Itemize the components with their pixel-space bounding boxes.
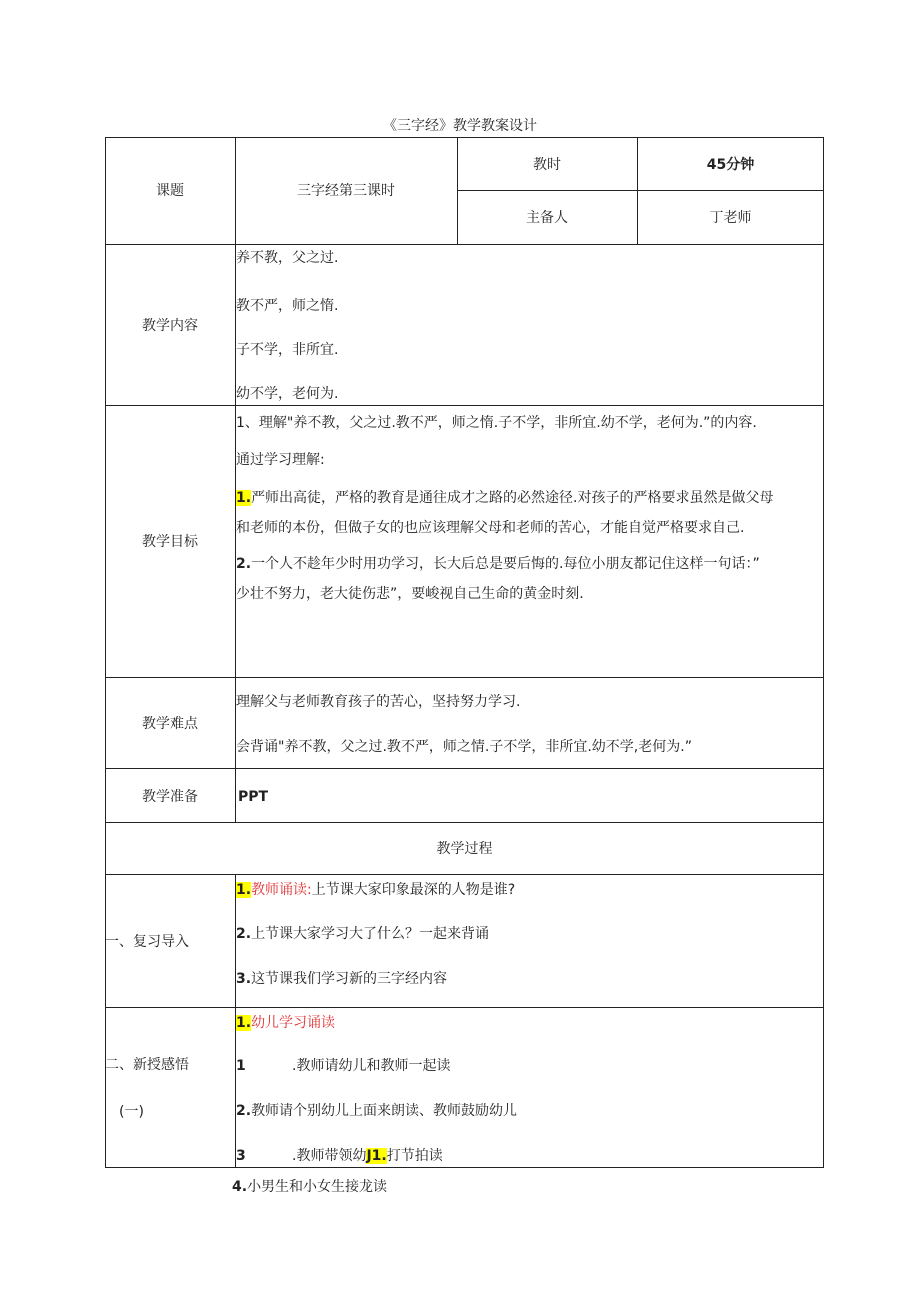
goals-item-text: 一个人不趁年少时用功学习，长大后总是要后悔的.每位小朋友都记住这样一句话：” [251, 556, 760, 572]
lesson-plan-table [105, 137, 824, 1168]
content-line: 子不学，非所宜. [236, 342, 339, 358]
goals-line: 1、理解"养不教，父之过.教不严，师之惰.子不学，非所宜.幼不学，老何为.”的内容. [236, 415, 757, 431]
step-text: .教师请幼儿和教师一起读 [292, 1058, 451, 1074]
item-number: 1 [236, 1058, 246, 1074]
new-section-label: 二、新授感悟 [105, 1057, 189, 1073]
difficulty-label: 教学难点 [142, 716, 198, 732]
host-label: 主备人 [526, 210, 568, 226]
subject-value: 三字经第三课时 [297, 183, 395, 199]
goals-line: 和老师的本份，但做子女的也应该理解父母和老师的苦心，才能自觉严格要求自己. [236, 520, 745, 536]
item-number: 4. [232, 1179, 248, 1195]
review-label: 一、复习导入 [105, 934, 189, 950]
prep-value: PPT [238, 789, 269, 805]
step-3 [236, 1147, 443, 1165]
step-1 [236, 1057, 450, 1075]
goals-label: 教学目标 [142, 534, 198, 550]
goals-item-text: 严师出高徒，严格的教育是通往成才之路的必然途径.对孩子的严格要求虽然是做父母 [251, 490, 774, 506]
document-title: 《三字经》教学教案设计 [383, 118, 537, 134]
red-heading: 幼儿学习诵读 [251, 1015, 336, 1031]
hours-value: 45分钟 [706, 157, 755, 173]
step-text: 打节拍读 [386, 1148, 443, 1164]
item-number: 2. [236, 556, 252, 572]
process-title: 教学过程 [436, 841, 493, 857]
highlight-number: 1. [236, 490, 252, 506]
content-line: 幼不学，老何为. [236, 386, 339, 402]
highlight-mark: J1. [366, 1148, 387, 1164]
highlight-number: 1. [236, 882, 252, 898]
step-2 [236, 1102, 517, 1120]
step-text: 教师请个别幼儿上面来朗读、教师鼓励幼儿 [251, 1103, 518, 1119]
goals-line: 少壮不努力，老大徒伤悲”，要峻视自己生命的黄金时刻. [236, 586, 584, 602]
trailing-step-4 [232, 1178, 387, 1196]
difficulty-line: 会背诵"养不教，父之过.教不严，师之情.子不学，非所宜.幼不学,老何为.” [236, 739, 692, 755]
goals-item-2 [236, 555, 760, 573]
review-item-3 [236, 970, 447, 988]
review-item-2 [236, 925, 489, 943]
subject-label: 课题 [156, 183, 184, 199]
item-number: 3 [236, 1148, 246, 1164]
item-number: 2. [236, 926, 252, 942]
content-line: 教不严，师之惰. [236, 298, 339, 314]
new-section-sublabel: (一) [119, 1104, 144, 1120]
step-text: .教师带领幼 [292, 1148, 367, 1164]
new-section-heading [236, 1014, 335, 1032]
host-value: 丁老师 [709, 210, 752, 226]
goals-item-1 [236, 489, 774, 507]
step-text: 小男生和小女生接龙读 [247, 1179, 388, 1195]
item-number: 2. [236, 1103, 252, 1119]
review-item-text: 上节课大家印象最深的人物是谁? [311, 882, 516, 898]
prep-label: 教学准备 [142, 789, 198, 805]
goals-line: 通过学习理解: [236, 452, 325, 468]
review-item-1 [236, 881, 515, 899]
content-label: 教学内容 [142, 318, 198, 334]
difficulty-line: 理解父与老师教育孩子的苦心，坚持努力学习. [236, 694, 521, 710]
review-item-text: 上节课大家学习大了什么？一起来背诵 [251, 926, 490, 942]
highlight-number: 1. [236, 1015, 252, 1031]
review-item-text: 这节课我们学习新的三字经内容 [251, 971, 448, 987]
item-number: 3. [236, 971, 252, 987]
content-line: 养不教，父之过. [236, 250, 339, 266]
hours-label: 教时 [533, 157, 561, 173]
red-label: 教师诵读: [251, 882, 312, 898]
